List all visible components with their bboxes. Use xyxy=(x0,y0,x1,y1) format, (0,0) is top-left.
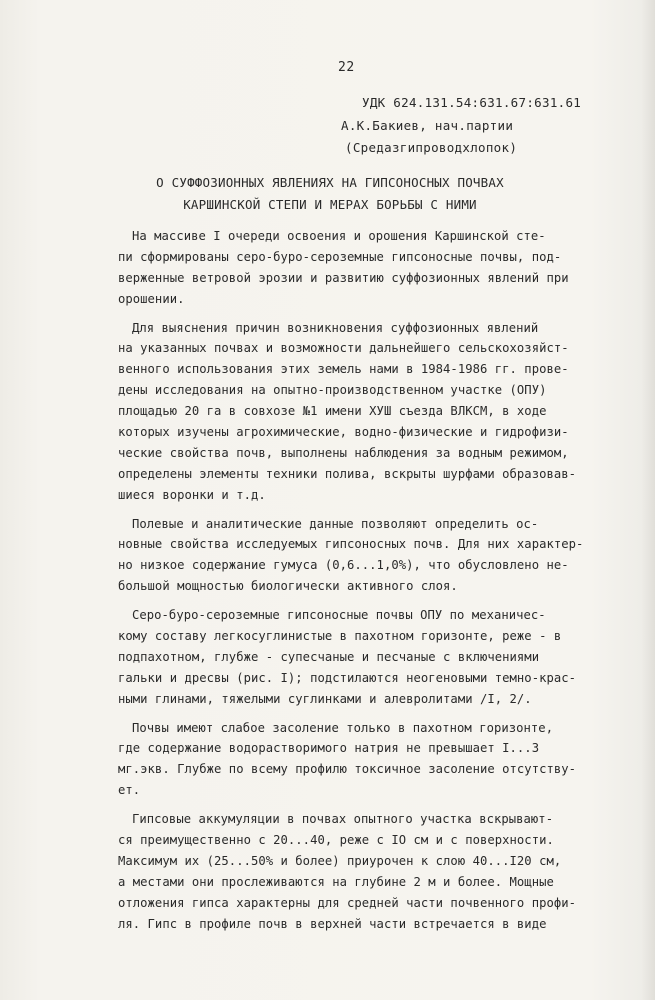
paragraph xyxy=(118,809,598,934)
udc-code: УДК 624.131.54:631.67:631.61 xyxy=(362,95,582,110)
text-line: На массиве I очереди освоения и орошения Каршинской сте- xyxy=(132,229,546,243)
organization-line: (Средазгипроводхлопок) xyxy=(345,140,518,155)
paragraph xyxy=(118,718,598,802)
page-number: 22 xyxy=(338,60,355,75)
text-line: гальки и дресвы (рис. I); подстилаются неогеновыми темно-крас- xyxy=(118,670,577,685)
text-line: венного использования этих земель нами в 1984-1986 гг. прове- xyxy=(118,362,569,377)
page-edge-shadow xyxy=(641,0,655,1000)
paragraph xyxy=(118,514,598,598)
text-line: отложения гипса характерны для средней части почвенного профи- xyxy=(118,895,577,910)
text-line: Полевые и аналитические данные позволяют определить ос- xyxy=(132,516,539,531)
text-line: орошении. xyxy=(118,291,185,306)
text-line: Для выяснения причин возникновения суффозионных явлений xyxy=(132,320,539,335)
text-line: но низкое содержание гумуса (0,6...1,0%), что обусловлено не- xyxy=(118,558,569,573)
text-line: Серо-буро-сероземные гипсоносные почвы ОПУ по механичес- xyxy=(132,608,546,623)
text-line: на указанных почвах и возможности дальнейшего сельскохозяйст- xyxy=(118,341,569,356)
text-line: Гипсовые аккумуляции в почвах опытного участка вскрывают- xyxy=(132,812,554,827)
text-line: верженные ветровой эрозии и развитию суффозионных явлений при xyxy=(118,270,569,285)
text-line: ет. xyxy=(118,783,141,798)
text-line: Максимум их (25...50% и более) приурочен к слою 40...I20 см, xyxy=(118,853,562,868)
text-line: ля. Гипс в профиле почв в верхней части встречается в виде xyxy=(118,916,547,931)
author-line: А.К.Бакиев, нач.партии xyxy=(341,118,514,133)
text-line: Почвы имеют слабое засоление только в пахотном горизонте, xyxy=(132,720,554,735)
paragraph xyxy=(118,318,598,506)
text-line: ся преимущественно с 20...40, реже с IO см и с поверхности. xyxy=(118,833,554,848)
article-body xyxy=(118,226,598,935)
text-line: новные свойства исследуемых гипсоносных почв. Для них характер- xyxy=(118,537,584,552)
text-line: которых изучены агрохимические, водно-физические и гидрофизи- xyxy=(118,425,569,440)
paragraph xyxy=(118,226,598,310)
paragraph xyxy=(118,605,598,709)
text-line: определены элементы техники полива, вскрыты шурфами образовав- xyxy=(118,466,577,481)
title-line: КАРШИНСКОЙ СТЕПИ И МЕРАХ БОРЬБЫ С НИМИ xyxy=(183,197,477,212)
text-line: кому составу легкосуглинистые в пахотном горизонте, реже - в xyxy=(118,629,562,644)
title-line: О СУФФОЗИОННЫХ ЯВЛЕНИЯХ НА ГИПСОНОСНЫХ ПОЧВАХ xyxy=(156,175,504,190)
text-line: где содержание водорастворимого натрия не превышает I...3 xyxy=(118,741,540,756)
text-line: большой мощностью биологически активного слоя. xyxy=(118,579,458,594)
article-title xyxy=(80,172,580,216)
text-line: площадью 20 га в совхозе №1 имени ХУШ съезда ВЛКСМ, в ходе xyxy=(118,404,547,419)
text-line: дены исследования на опытно-производственном участке (ОПУ) xyxy=(118,383,547,398)
text-line: ными глинами, тяжелыми суглинками и алевролитами /I, 2/. xyxy=(118,691,532,706)
text-line: пи сформированы серо-буро-сероземные гипсоносные почвы, под- xyxy=(118,249,562,264)
text-line: а местами они прослеживаются на глубине 2 м и более. Мощные xyxy=(118,874,554,889)
text-line: подпахотном, глубже - супесчаные и песчаные с включениями xyxy=(118,649,540,664)
text-line: мг.экв. Глубже по всему профилю токсичное засоление отсутству- xyxy=(118,762,577,777)
text-line: шиеся воронки и т.д. xyxy=(118,487,266,502)
text-line: ческие свойства почв, выполнены наблюдения за водным режимом, xyxy=(118,445,569,460)
